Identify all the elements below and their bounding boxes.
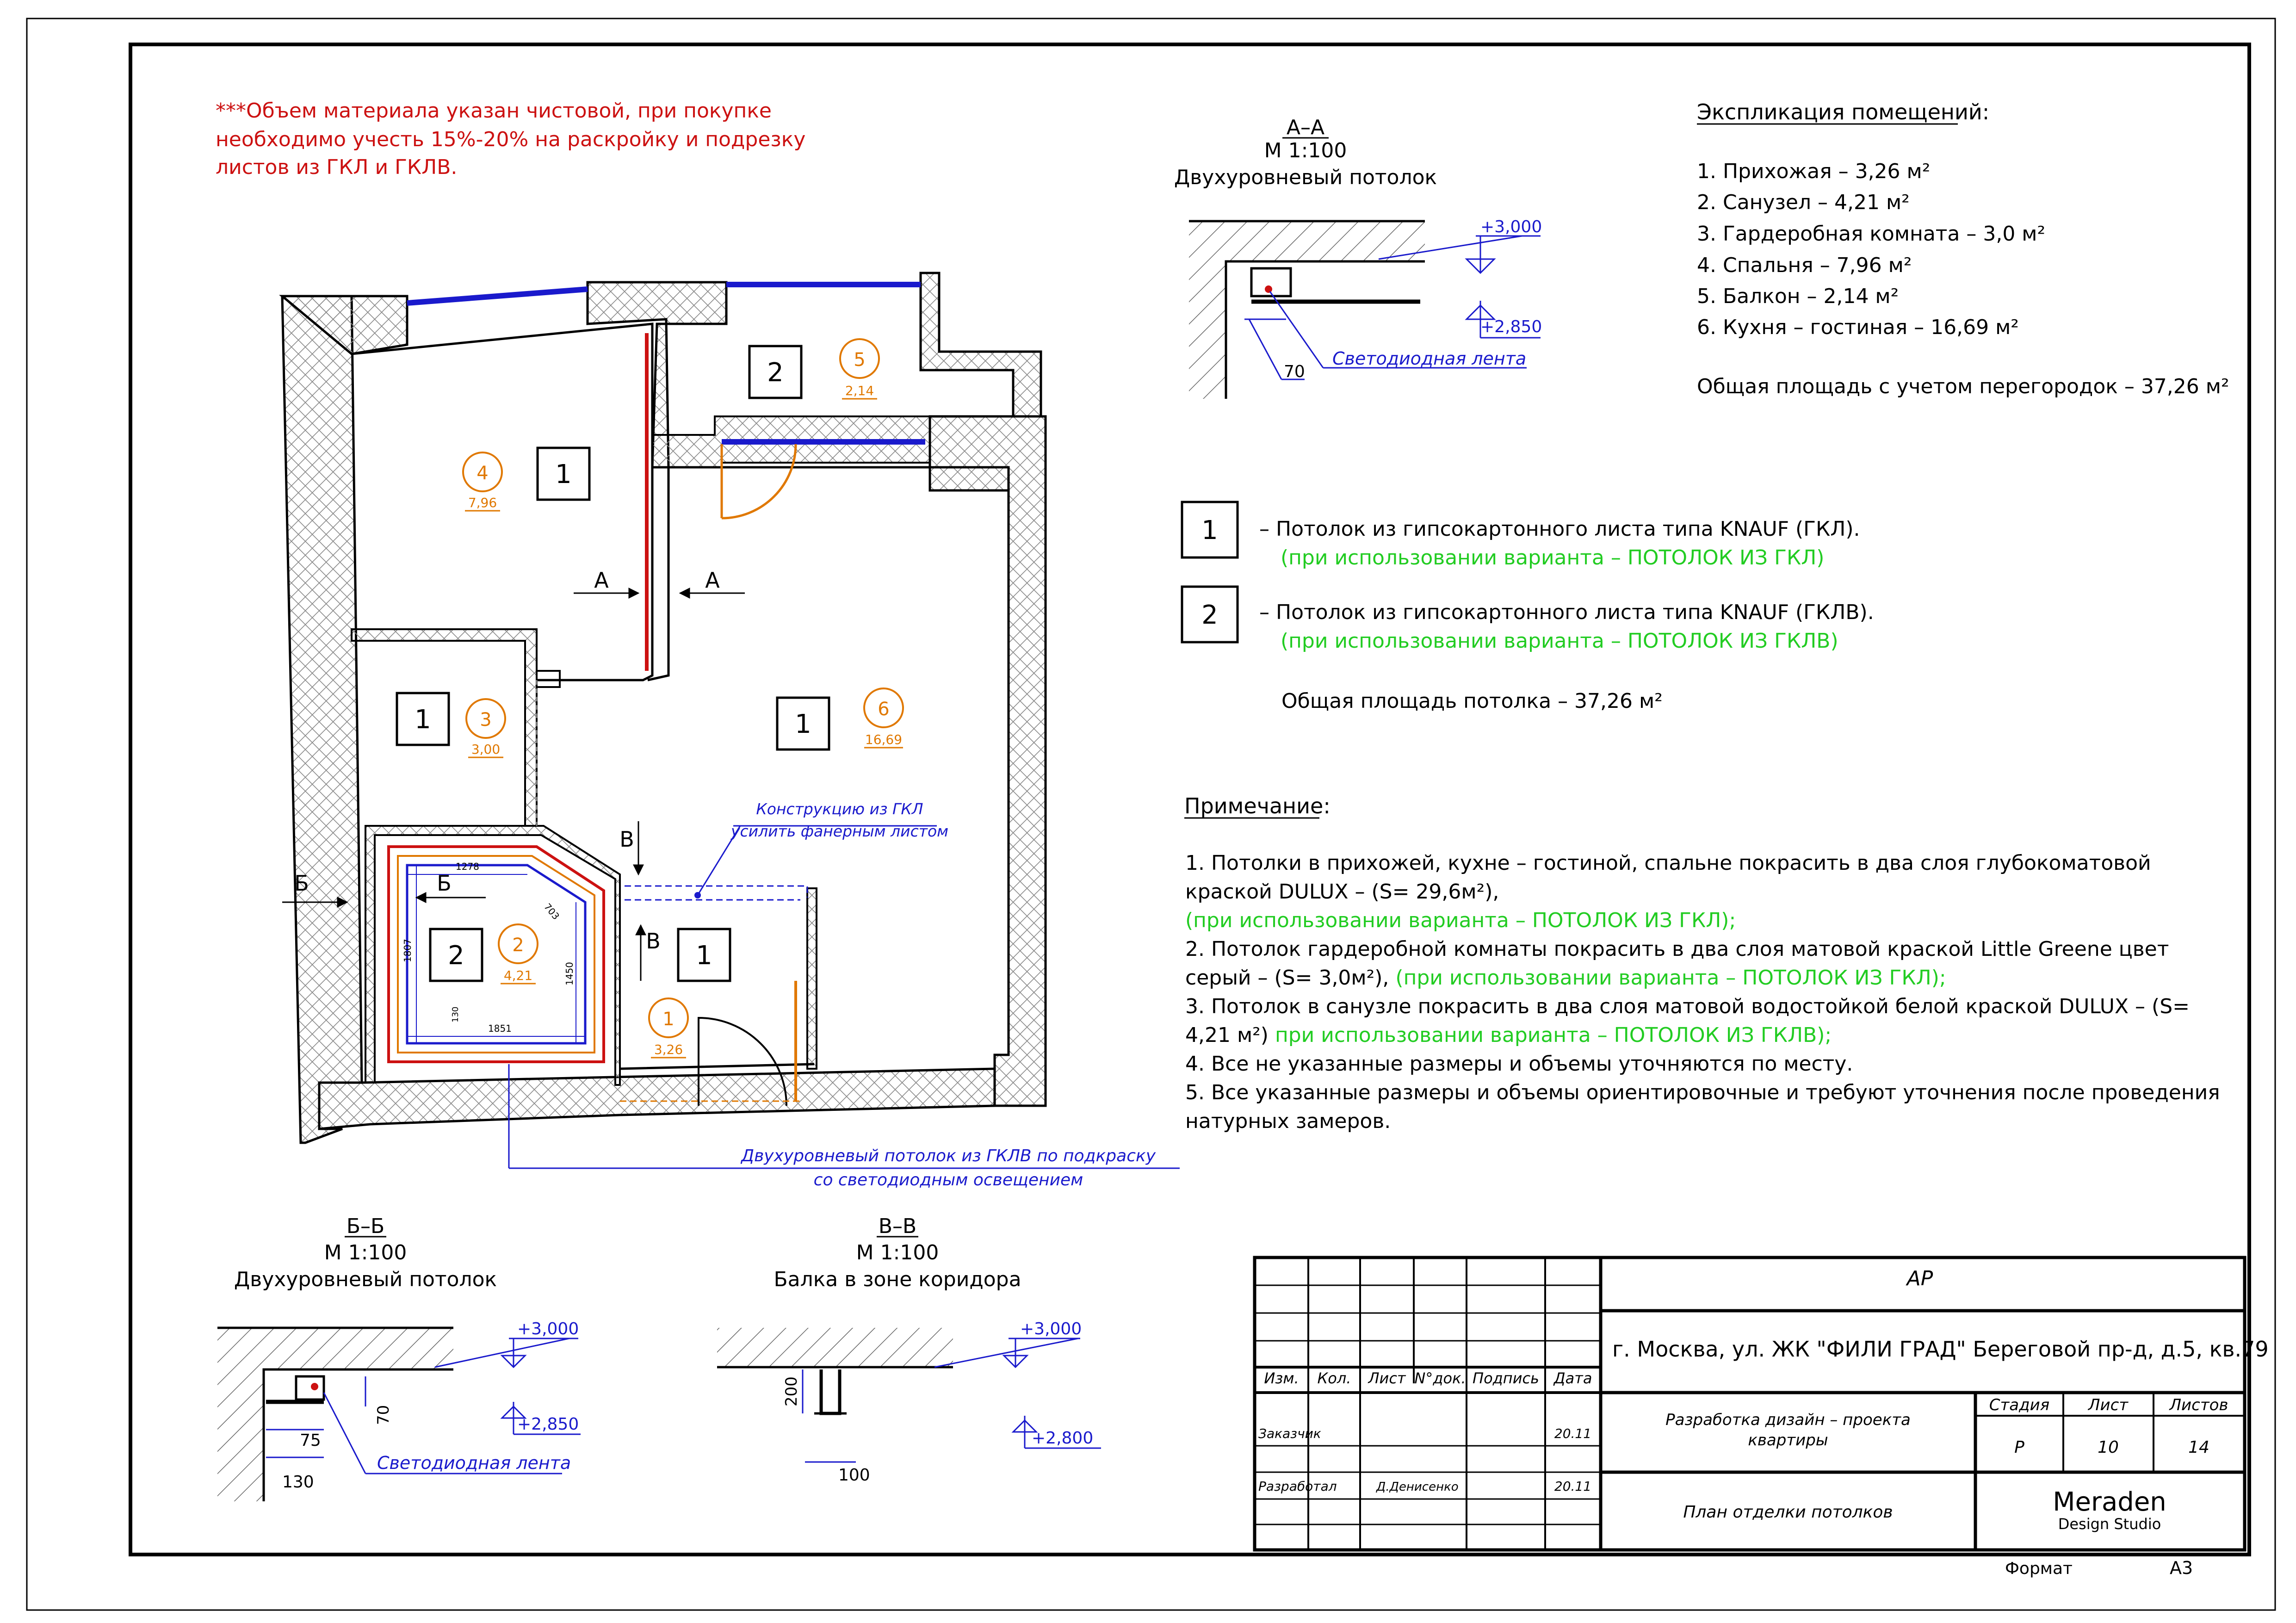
bath-dim-top-label: 1278 [456, 861, 479, 872]
tb-header: Изм. [1264, 1369, 1299, 1387]
note-line: 3. Потолок в санузле покрасить в два слоя матовой водостойкой белой краской DULUX – (S= [1185, 995, 2190, 1018]
section-aa-scale: М 1:100 [1264, 139, 1347, 162]
tb-sheet-header: Лист [2088, 1396, 2129, 1414]
format-value: А3 [2170, 1558, 2193, 1578]
room-number: 3 [480, 709, 492, 731]
explication-room: 2. Санузел – 4,21 м² [1697, 191, 1910, 214]
note-line: серый – (S= 3,0м²), (при использовании варианта – ПОТОЛОК ИЗ ГКЛ); [1185, 966, 1946, 990]
section-vv [717, 1214, 1101, 1485]
tb-project-line-2: квартиры [1748, 1431, 1828, 1450]
section-vv-dim-w: 100 [838, 1466, 870, 1485]
cut-label: А [705, 568, 720, 593]
section-aa-level-top: +3,000 [1480, 217, 1542, 236]
room-type-5: 2 [767, 358, 784, 388]
bath-dim-right-label: 1450 [564, 962, 575, 985]
section-bb-scale: М 1:100 [324, 1241, 407, 1264]
room-type-box [430, 929, 482, 981]
section-vv-dim-h: 200 [782, 1376, 801, 1406]
note-line: 5. Все указанные размеры и объемы ориентировочные и требуют уточнения после проведения [1185, 1081, 2220, 1104]
note-line: 1. Потолки в прихожей, кухне – гостиной, спальне покрасить в два слоя глубокоматовой [1185, 851, 2151, 875]
exterior-wall-right [930, 416, 1046, 1106]
tb-sheets-header: Листов [2169, 1396, 2228, 1414]
warning-line-2: необходимо учесть 15%-20% на раскройку и подрезку [216, 128, 806, 151]
studio-logo: Meraden [2053, 1487, 2166, 1517]
section-bb-level-top: +3,000 [517, 1319, 579, 1338]
cut-marker-a [574, 568, 745, 593]
section-aa-level-bottom: +2,850 [1480, 317, 1542, 336]
tb-header: Дата [1553, 1369, 1592, 1387]
section-vv-title: В–В [878, 1214, 917, 1238]
note-line: 2. Потолок гардеробной комнаты покрасить в два слоя матовой краской Little Greene цвет [1185, 937, 2169, 961]
tb-developer-date: 20.11 [1554, 1479, 1592, 1494]
room-marker-4 [463, 452, 502, 511]
tb-stage: Р [2014, 1438, 2024, 1457]
note-line: (при использовании варианта – ПОТОЛОК ИЗ ГКЛ); [1185, 909, 1736, 932]
room-type-1: 1 [696, 941, 712, 971]
note-line: 4,21 м²) при использовании варианта – ПОТОЛОК ИЗ ГКЛВ); [1185, 1023, 1832, 1047]
explication-total: Общая площадь с учетом перегородок – 37,26 м² [1697, 375, 2229, 398]
room-number: 6 [878, 699, 890, 720]
tb-stage-header: Стадия [1989, 1396, 2050, 1414]
room-type-box [777, 698, 829, 750]
room-type-box [678, 929, 730, 981]
room-number: 1 [662, 1009, 675, 1030]
warning-line-3: листов из ГКЛ и ГКЛВ. [216, 155, 458, 179]
legend [1182, 502, 1874, 713]
exterior-wall-left [282, 296, 362, 1143]
room-outline [352, 324, 668, 680]
section-vv-scale: М 1:100 [856, 1241, 939, 1264]
room-number: 2 [512, 935, 524, 956]
tb-customer-date: 20.11 [1554, 1426, 1592, 1441]
bath-dim-bottom-label: 1851 [488, 1023, 512, 1034]
room-area: 4,21 [503, 968, 533, 983]
room-number: 5 [854, 349, 866, 371]
tb-project-line-1: Разработка дизайн – проекта [1665, 1411, 1911, 1429]
explication-room: 1. Прихожая – 3,26 м² [1697, 160, 1931, 183]
explication-room: 5. Балкон – 2,14 м² [1697, 285, 1899, 308]
room-marker-6 [864, 688, 903, 748]
note-line: краской DULUX – (S= 29,6м²), [1185, 880, 1499, 904]
tb-address: г. Москва, ул. ЖК "ФИЛИ ГРАД" Береговой пр-д, д.5, кв.79 [1612, 1337, 2269, 1362]
notes-title: Примечание: [1184, 793, 1331, 818]
tb-header: Лист [1368, 1369, 1406, 1387]
room-area: 3,00 [471, 742, 501, 757]
cut-label: А [594, 568, 609, 593]
tb-customer-label: Заказчик [1258, 1426, 1321, 1441]
ceiling-total: Общая площадь потолка – 37,26 м² [1281, 689, 1663, 713]
section-aa-led-label: Светодиодная лента [1332, 348, 1527, 369]
warning-line-1: ***Объем материала указан чистовой, при покупке [216, 99, 772, 123]
legend-mark-1: 1 [1201, 515, 1218, 545]
interior-wall-hall [807, 888, 817, 1069]
room-number: 4 [477, 463, 489, 484]
room-marker-5 [840, 339, 879, 399]
explication-title: Экспликация помещений: [1697, 99, 1990, 124]
section-aa-dim: 70 [1284, 362, 1305, 381]
tb-drawing-name: План отделки потолков [1683, 1503, 1893, 1522]
section-bb-dim-b: 130 [282, 1473, 314, 1492]
legend-mark-2: 2 [1201, 600, 1218, 630]
tb-header: N°док. [1414, 1369, 1466, 1387]
section-aa-title: А–А [1286, 116, 1325, 139]
bath-dim-left-label: 1807 [402, 939, 413, 962]
room-area: 3,26 [654, 1042, 683, 1057]
callout-gklv-line-1: Двухуровневый потолок из ГКЛВ по подкраску [741, 1146, 1156, 1165]
balcony-window [407, 289, 588, 303]
floor-plan [282, 273, 1180, 1189]
section-vv-caption: Балка в зоне коридора [774, 1268, 1021, 1291]
callout-gkl [694, 800, 948, 898]
tb-sheet: 10 [2098, 1438, 2119, 1457]
tb-sheets: 14 [2188, 1438, 2209, 1457]
room-type-2: 2 [448, 941, 464, 971]
section-bb-title: Б–Б [346, 1214, 385, 1238]
corridor-beam [625, 886, 807, 900]
cut-label: Б [294, 871, 309, 896]
warning-note [216, 99, 805, 179]
section-vv-level-bottom: +2,800 [1032, 1429, 1094, 1448]
section-bb-dim-a: 75 [300, 1431, 321, 1450]
bath-dim-diag-label: 703 [542, 901, 562, 922]
room-area: 16,69 [865, 732, 903, 747]
room-marker-3 [466, 699, 505, 757]
format-label: Формат [2005, 1559, 2073, 1578]
exterior-wall-bottom [319, 1069, 995, 1129]
section-aa [1174, 116, 1542, 399]
callout-gkl-line-2: усилить фанерным листом [730, 822, 949, 840]
outer-frame [27, 19, 2275, 1610]
section-bb [217, 1214, 581, 1501]
tb-header: Кол. [1317, 1369, 1351, 1387]
callout-gklv-line-2: со светодиодным освещением [813, 1171, 1083, 1189]
explication-room: 4. Спальня – 7,96 м² [1697, 254, 1912, 277]
room-type-6: 1 [795, 709, 811, 739]
room-area: 7,96 [468, 495, 497, 510]
tb-header: Подпись [1473, 1369, 1539, 1387]
tb-developer-name: Д.Денисенко [1376, 1480, 1459, 1494]
note-line: натурных замеров. [1185, 1109, 1391, 1133]
section-aa-caption: Двухуровневый потолок [1174, 166, 1437, 189]
room-type-box [397, 693, 449, 745]
title-block [1255, 1258, 2269, 1578]
cut-label: В [646, 929, 661, 954]
room-marker-2 [499, 924, 538, 984]
section-bb-caption: Двухуровневый потолок [234, 1268, 497, 1291]
room-area: 2,14 [845, 383, 874, 398]
section-bb-level-bottom: +2,850 [517, 1415, 579, 1434]
legend-text-1: – Потолок из гипсокартонного листа типа KNAUF (ГКЛ). [1259, 517, 1860, 541]
room-marker-1 [649, 998, 688, 1058]
section-bb-led-label: Светодиодная лента [377, 1453, 571, 1473]
studio-logo-sub: Design Studio [2058, 1515, 2161, 1533]
legend-text-2: – Потолок из гипсокартонного листа типа KNAUF (ГКЛВ). [1259, 601, 1874, 624]
room-type-3: 1 [415, 705, 431, 735]
section-vv-level-top: +3,000 [1020, 1319, 1082, 1338]
balcony-wall-right [921, 273, 1041, 416]
notes [1184, 793, 2220, 1133]
tb-code: АР [1906, 1267, 1933, 1290]
room-type-4: 1 [555, 459, 572, 489]
callout-gkl-line-1: Конструкцию из ГКЛ [756, 800, 923, 818]
room-type-box [749, 346, 801, 398]
legend-variant-2: (при использовании варианта – ПОТОЛОК ИЗ ГКЛВ) [1281, 629, 1838, 653]
note-line: 4. Все не указанные размеры и объемы уточняются по месту. [1185, 1052, 1853, 1076]
tb-developer-label: Разработал [1258, 1479, 1337, 1494]
cut-marker-v [619, 821, 661, 981]
explication-room: 3. Гардеробная комната – 3,0 м² [1697, 222, 2046, 246]
explication [1697, 99, 2229, 398]
room-type-box [538, 448, 589, 500]
bath-dim-small-label: 130 [451, 1006, 460, 1022]
cut-label: В [619, 827, 634, 852]
section-bb-dim-c: 70 [374, 1405, 393, 1425]
cut-label: Б [437, 871, 452, 896]
explication-room: 6. Кухня – гостиная – 16,69 м² [1697, 316, 2019, 339]
legend-variant-1: (при использовании варианта – ПОТОЛОК ИЗ ГКЛ) [1281, 546, 1825, 570]
